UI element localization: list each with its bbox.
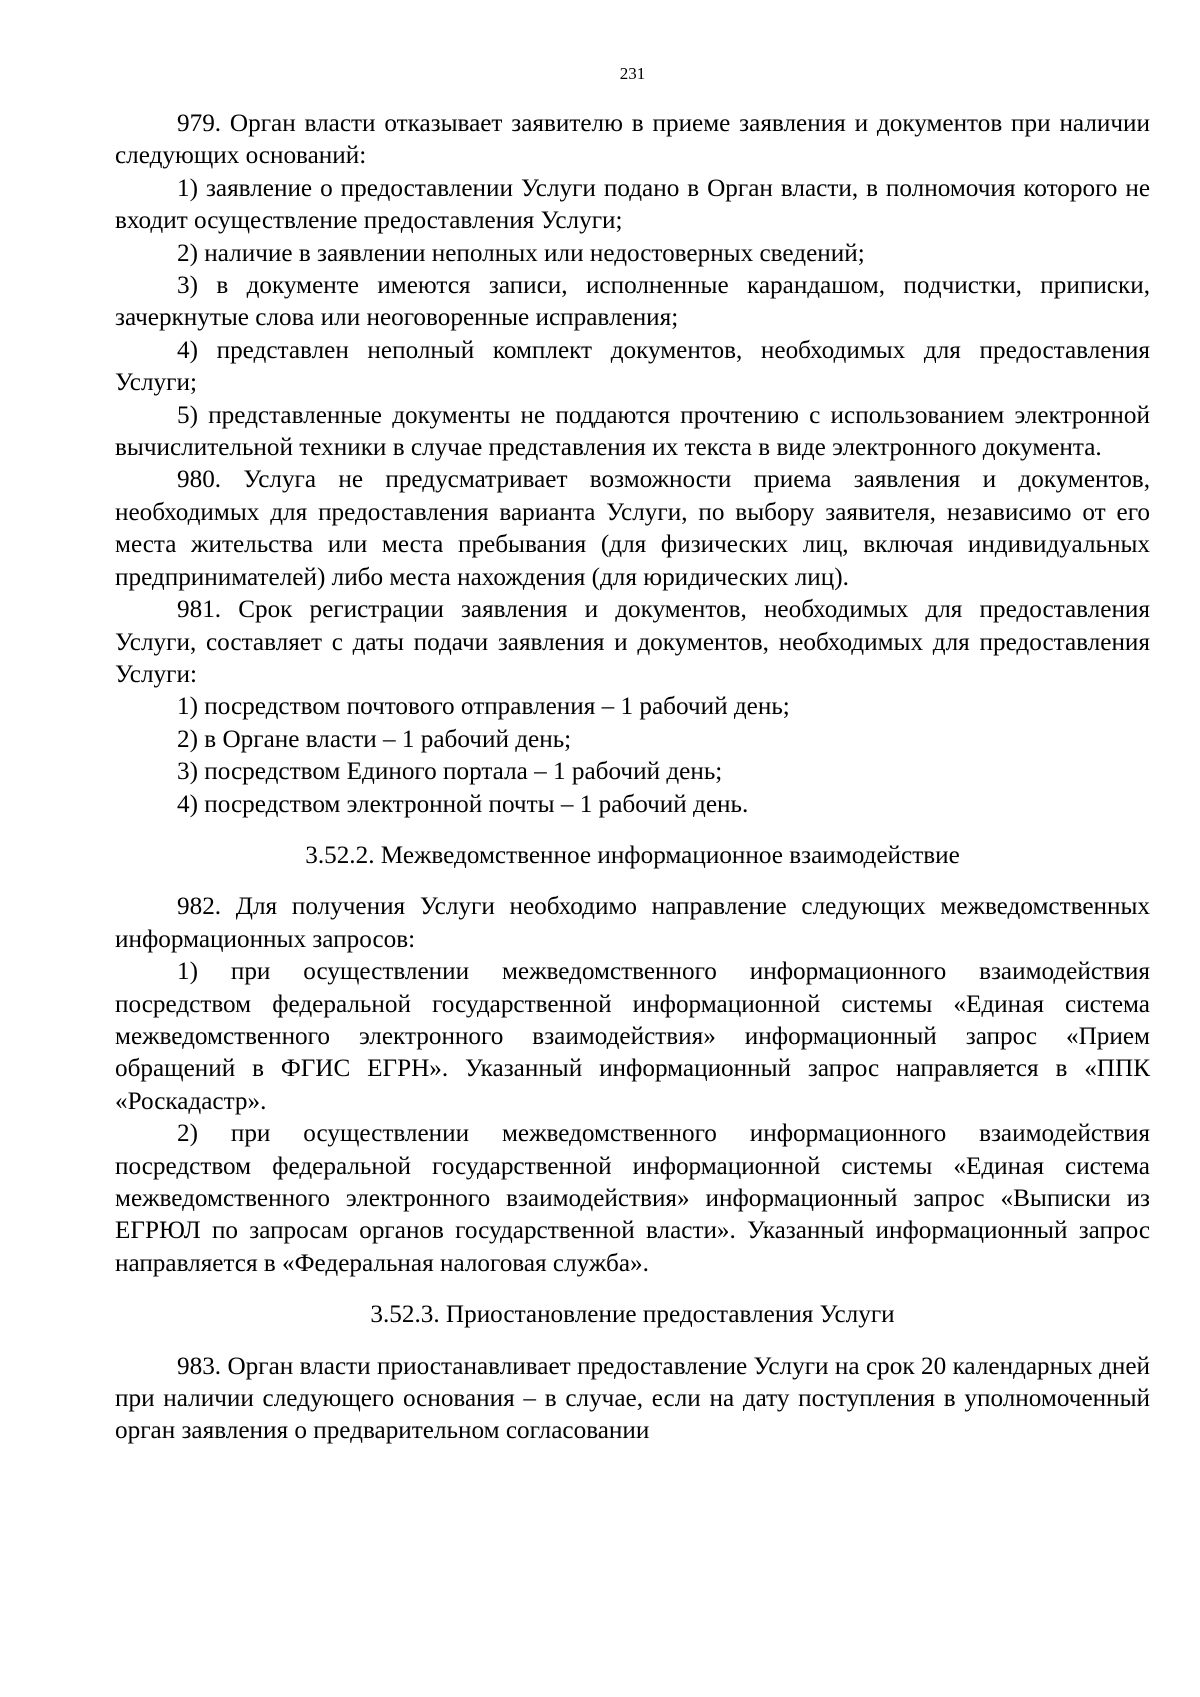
document-body	[115, 108, 1150, 1448]
list-item: 4) представлен неполный комплект документов, необходимых для предоставления Услуги;	[115, 336, 1150, 397]
page-number: 231	[619, 64, 646, 83]
list-item: 1) при осуществлении межведомственного информационного взаимодействия посредством федеральной государственной информационной системы «Единая система межведомственного электронного взаимодействия» информационный запрос «Прием обращений в ФГИС ЕГРН». Указанный информационный запрос направляется в «ППК «Роскадастр».	[115, 958, 1150, 1115]
list-item: 4) посредством электронной почты – 1 рабочий день.	[177, 790, 749, 818]
section-heading-interagency: 3.52.2. Межведомственное информационное взаимодействие	[305, 841, 960, 869]
section-interagency	[115, 891, 1150, 1280]
list-item: 3) посредством Единого портала – 1 рабочий день;	[177, 758, 723, 786]
document-page	[115, 64, 1150, 1448]
list-item: 3) в документе имеются записи, исполненные карандашом, подчистки, приписки, зачеркнутые слова или неоговоренные исправления;	[115, 272, 1150, 332]
paragraph-983: 983. Орган власти приостанавливает предоставление Услуги на срок 20 календарных дней при наличии следующего основания – в случае, если на дату поступления в уполномоченный орган заявления о предварительном согласовании	[115, 1352, 1150, 1445]
list-item: 1) посредством почтового отправления – 1 рабочий день;	[177, 693, 790, 721]
paragraph-981: 981. Срок регистрации заявления и документов, необходимых для предоставления Услуги, составляет с даты подачи заявления и документов, необходимых для предоставления Услуги:	[115, 596, 1150, 688]
list-item: 2) при осуществлении межведомственного информационного взаимодействия посредством федеральной государственной информационной системы «Единая система межведомственного электронного взаимодействия» информационный запрос «Выписки из ЕГРЮЛ по запросам органов государственной власти». Указанный информационный запрос направляется в «Федеральная налоговая служба».	[115, 1120, 1150, 1277]
list-item: 2) в Органе власти – 1 рабочий день;	[177, 725, 572, 753]
section-heading-suspension: 3.52.3. Приостановление предоставления Услуги	[370, 1301, 895, 1329]
paragraph-980: 980. Услуга не предусматривает возможности приема заявления и документов, необходимых для предоставления варианта Услуги, по выбору заявителя, независимо от его места жительства или места пребывания (для физических лиц, включая индивидуальных предпринимателей) либо места нахождения (для юридических лиц).	[115, 466, 1150, 591]
paragraph-982: 982. Для получения Услуги необходимо направление следующих межведомственных информационных запросов:	[115, 893, 1150, 953]
list-item: 5) представленные документы не поддаются прочтению с использованием электронной вычислительной техники в случае представления их текста в виде электронного документа.	[115, 401, 1150, 462]
paragraph-979: 979. Орган власти отказывает заявителю в приеме заявления и документов при наличии следующих оснований:	[115, 110, 1150, 170]
list-item: 1) заявление о предоставлении Услуги подано в Орган власти, в полномочия которого не входит осуществление предоставления Услуги;	[115, 174, 1150, 235]
section-reception	[115, 108, 1150, 821]
list-item: 2) наличие в заявлении неполных или недостоверных сведений;	[177, 239, 865, 267]
section-suspension	[115, 1351, 1150, 1448]
